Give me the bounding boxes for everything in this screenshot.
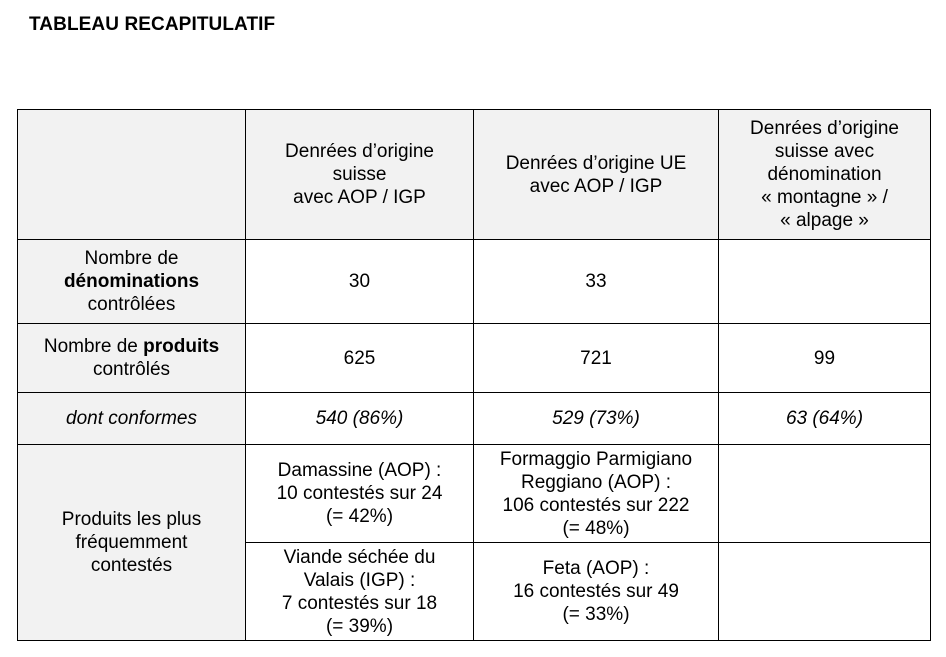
header-swiss-aop-igp: Denrées d’origine suisse avec AOP / IGP — [246, 110, 474, 240]
row-label-conformes: dont conformes — [18, 393, 246, 445]
cell-contestes-damassine: Damassine (AOP) : 10 contestés sur 24 (= 42%) — [246, 445, 474, 543]
table-row-denominations — [18, 240, 931, 324]
cell-denominations-montagne — [719, 240, 931, 324]
header-eu-aop-igp: Denrées d’origine UE avec AOP / IGP — [474, 110, 719, 240]
header-swiss-montagne-alpage: Denrées d’origine suisse avec dénomination « montagne » / « alpage » — [719, 110, 931, 240]
table-row-contestes-1 — [18, 445, 931, 543]
cell-conformes-montagne: 63 (64%) — [719, 393, 931, 445]
cell-produits-montagne: 99 — [719, 324, 931, 393]
cell-contestes-feta: Feta (AOP) : 16 contestés sur 49 (= 33%) — [474, 543, 719, 641]
summary-table — [17, 109, 931, 641]
cell-produits-swiss: 625 — [246, 324, 474, 393]
cell-denominations-swiss: 30 — [246, 240, 474, 324]
cell-contestes-viande-sechee: Viande séchée du Valais (IGP) : 7 contestés sur 18 (= 39%) — [246, 543, 474, 641]
cell-contestes-parmigiano: Formaggio Parmigiano Reggiano (AOP) : 106 contestés sur 222 (= 48%) — [474, 445, 719, 543]
table-header-row — [18, 110, 931, 240]
table-row-produits — [18, 324, 931, 393]
cell-contestes-montagne-1 — [719, 445, 931, 543]
cell-contestes-montagne-2 — [719, 543, 931, 641]
cell-conformes-eu: 529 (73%) — [474, 393, 719, 445]
row-label-produits: Nombre de produits contrôlés — [18, 324, 246, 393]
header-empty-cell — [18, 110, 246, 240]
table-row-conformes — [18, 393, 931, 445]
row-label-contestes: Produits les plus fréquemment contestés — [18, 445, 246, 641]
row-label-denominations: Nombre de dénominations contrôlées — [18, 240, 246, 324]
cell-denominations-eu: 33 — [474, 240, 719, 324]
cell-produits-eu: 721 — [474, 324, 719, 393]
cell-conformes-swiss: 540 (86%) — [246, 393, 474, 445]
page-title: TABLEAU RECAPITULATIF — [29, 14, 276, 35]
